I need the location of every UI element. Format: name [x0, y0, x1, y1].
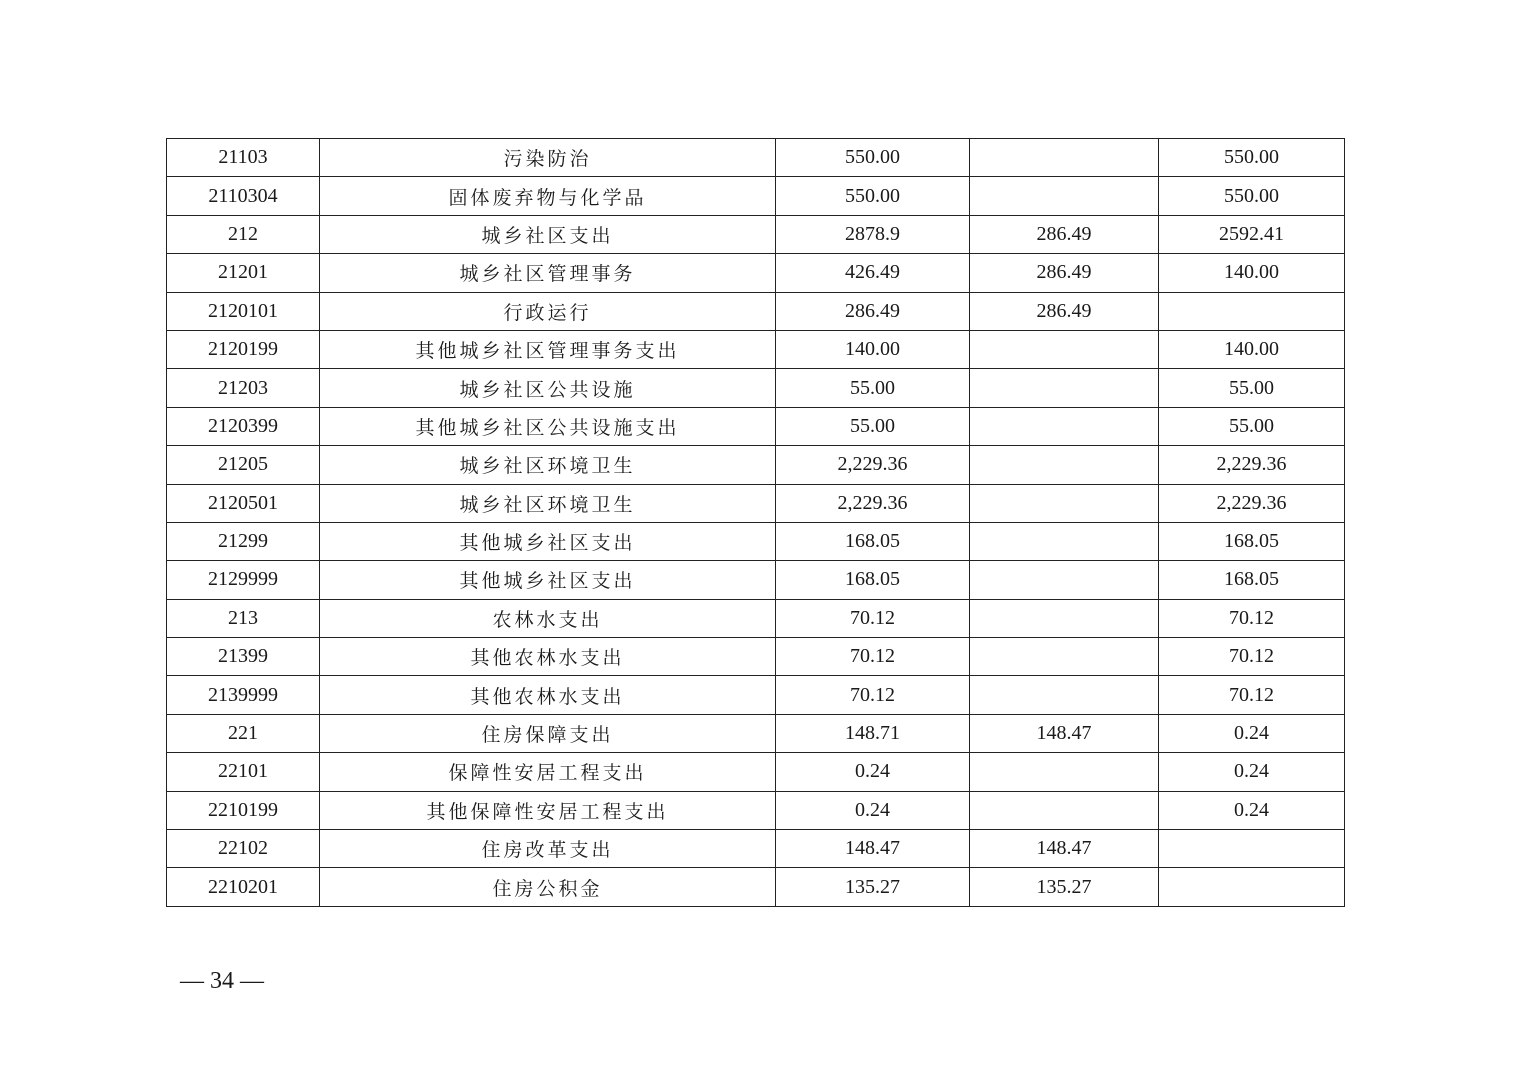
cell-total: 0.24	[776, 753, 970, 791]
table-row	[167, 254, 1345, 292]
table-row	[167, 714, 1345, 752]
cell-total: 168.05	[776, 561, 970, 599]
cell-code: 2110304	[167, 177, 320, 215]
cell-code: 21205	[167, 446, 320, 484]
table-row	[167, 330, 1345, 368]
table-row	[167, 292, 1345, 330]
cell-project: 140.00	[1159, 330, 1345, 368]
cell-project: 2,229.36	[1159, 446, 1345, 484]
cell-basic	[970, 522, 1159, 560]
cell-name: 其他农林水支出	[320, 638, 776, 676]
cell-name: 其他农林水支出	[320, 676, 776, 714]
cell-code: 21203	[167, 369, 320, 407]
cell-basic	[970, 369, 1159, 407]
cell-total: 55.00	[776, 369, 970, 407]
cell-basic	[970, 330, 1159, 368]
cell-project: 70.12	[1159, 599, 1345, 637]
table-row	[167, 830, 1345, 868]
cell-project: 2592.41	[1159, 215, 1345, 253]
cell-total: 2,229.36	[776, 446, 970, 484]
table-row	[167, 676, 1345, 714]
cell-basic	[970, 599, 1159, 637]
cell-name: 行政运行	[320, 292, 776, 330]
cell-total: 0.24	[776, 791, 970, 829]
cell-project: 550.00	[1159, 177, 1345, 215]
cell-code: 2120101	[167, 292, 320, 330]
cell-project	[1159, 292, 1345, 330]
table-row	[167, 369, 1345, 407]
cell-code: 2120501	[167, 484, 320, 522]
table-row	[167, 522, 1345, 560]
cell-total: 148.47	[776, 830, 970, 868]
cell-name: 其他城乡社区支出	[320, 522, 776, 560]
table-row	[167, 868, 1345, 906]
cell-basic	[970, 791, 1159, 829]
cell-name: 城乡社区环境卫生	[320, 484, 776, 522]
cell-project: 168.05	[1159, 561, 1345, 599]
cell-total: 135.27	[776, 868, 970, 906]
cell-name: 住房公积金	[320, 868, 776, 906]
cell-name: 保障性安居工程支出	[320, 753, 776, 791]
page-number: — 34 —	[180, 968, 264, 994]
cell-project: 70.12	[1159, 638, 1345, 676]
cell-code: 22101	[167, 753, 320, 791]
cell-code: 2120399	[167, 407, 320, 445]
budget-table	[166, 138, 1345, 907]
cell-code: 2129999	[167, 561, 320, 599]
cell-name: 农林水支出	[320, 599, 776, 637]
cell-name: 其他城乡社区管理事务支出	[320, 330, 776, 368]
cell-name: 其他保障性安居工程支出	[320, 791, 776, 829]
cell-code: 21399	[167, 638, 320, 676]
cell-total: 426.49	[776, 254, 970, 292]
cell-total: 2878.9	[776, 215, 970, 253]
cell-name: 城乡社区支出	[320, 215, 776, 253]
cell-total: 140.00	[776, 330, 970, 368]
cell-basic	[970, 561, 1159, 599]
cell-total: 286.49	[776, 292, 970, 330]
cell-project: 2,229.36	[1159, 484, 1345, 522]
cell-total: 148.71	[776, 714, 970, 752]
cell-code: 212	[167, 215, 320, 253]
table-row	[167, 215, 1345, 253]
cell-basic: 148.47	[970, 714, 1159, 752]
table-row	[167, 177, 1345, 215]
cell-name: 其他城乡社区公共设施支出	[320, 407, 776, 445]
table-row	[167, 599, 1345, 637]
cell-basic	[970, 484, 1159, 522]
cell-total: 70.12	[776, 638, 970, 676]
cell-name: 城乡社区公共设施	[320, 369, 776, 407]
cell-project	[1159, 830, 1345, 868]
cell-total: 168.05	[776, 522, 970, 560]
cell-total: 2,229.36	[776, 484, 970, 522]
cell-basic	[970, 753, 1159, 791]
cell-code: 2210199	[167, 791, 320, 829]
cell-name: 污染防治	[320, 139, 776, 177]
cell-name: 其他城乡社区支出	[320, 561, 776, 599]
cell-project: 140.00	[1159, 254, 1345, 292]
table-row	[167, 561, 1345, 599]
cell-project: 55.00	[1159, 407, 1345, 445]
cell-project: 55.00	[1159, 369, 1345, 407]
table-row	[167, 407, 1345, 445]
cell-total: 70.12	[776, 676, 970, 714]
cell-basic: 148.47	[970, 830, 1159, 868]
cell-project: 70.12	[1159, 676, 1345, 714]
cell-project: 0.24	[1159, 753, 1345, 791]
table-row	[167, 791, 1345, 829]
table-row	[167, 753, 1345, 791]
cell-basic	[970, 446, 1159, 484]
cell-total: 70.12	[776, 599, 970, 637]
cell-code: 21103	[167, 139, 320, 177]
cell-code: 2139999	[167, 676, 320, 714]
cell-project: 550.00	[1159, 139, 1345, 177]
cell-code: 213	[167, 599, 320, 637]
cell-code: 21299	[167, 522, 320, 560]
cell-basic	[970, 638, 1159, 676]
table-row	[167, 638, 1345, 676]
cell-basic: 286.49	[970, 254, 1159, 292]
cell-project: 0.24	[1159, 791, 1345, 829]
cell-total: 550.00	[776, 177, 970, 215]
cell-name: 城乡社区管理事务	[320, 254, 776, 292]
cell-project	[1159, 868, 1345, 906]
table-row	[167, 139, 1345, 177]
cell-total: 550.00	[776, 139, 970, 177]
cell-project: 168.05	[1159, 522, 1345, 560]
cell-name: 住房改革支出	[320, 830, 776, 868]
cell-name: 住房保障支出	[320, 714, 776, 752]
cell-basic	[970, 407, 1159, 445]
cell-code: 21201	[167, 254, 320, 292]
cell-basic	[970, 676, 1159, 714]
cell-total: 55.00	[776, 407, 970, 445]
cell-basic: 286.49	[970, 292, 1159, 330]
cell-name: 城乡社区环境卫生	[320, 446, 776, 484]
table-row	[167, 446, 1345, 484]
cell-code: 2120199	[167, 330, 320, 368]
cell-basic	[970, 177, 1159, 215]
budget-table-body	[167, 139, 1345, 907]
cell-code: 22102	[167, 830, 320, 868]
table-row	[167, 484, 1345, 522]
cell-code: 2210201	[167, 868, 320, 906]
cell-basic: 286.49	[970, 215, 1159, 253]
cell-name: 固体废弃物与化学品	[320, 177, 776, 215]
cell-basic	[970, 139, 1159, 177]
cell-project: 0.24	[1159, 714, 1345, 752]
cell-code: 221	[167, 714, 320, 752]
cell-basic: 135.27	[970, 868, 1159, 906]
